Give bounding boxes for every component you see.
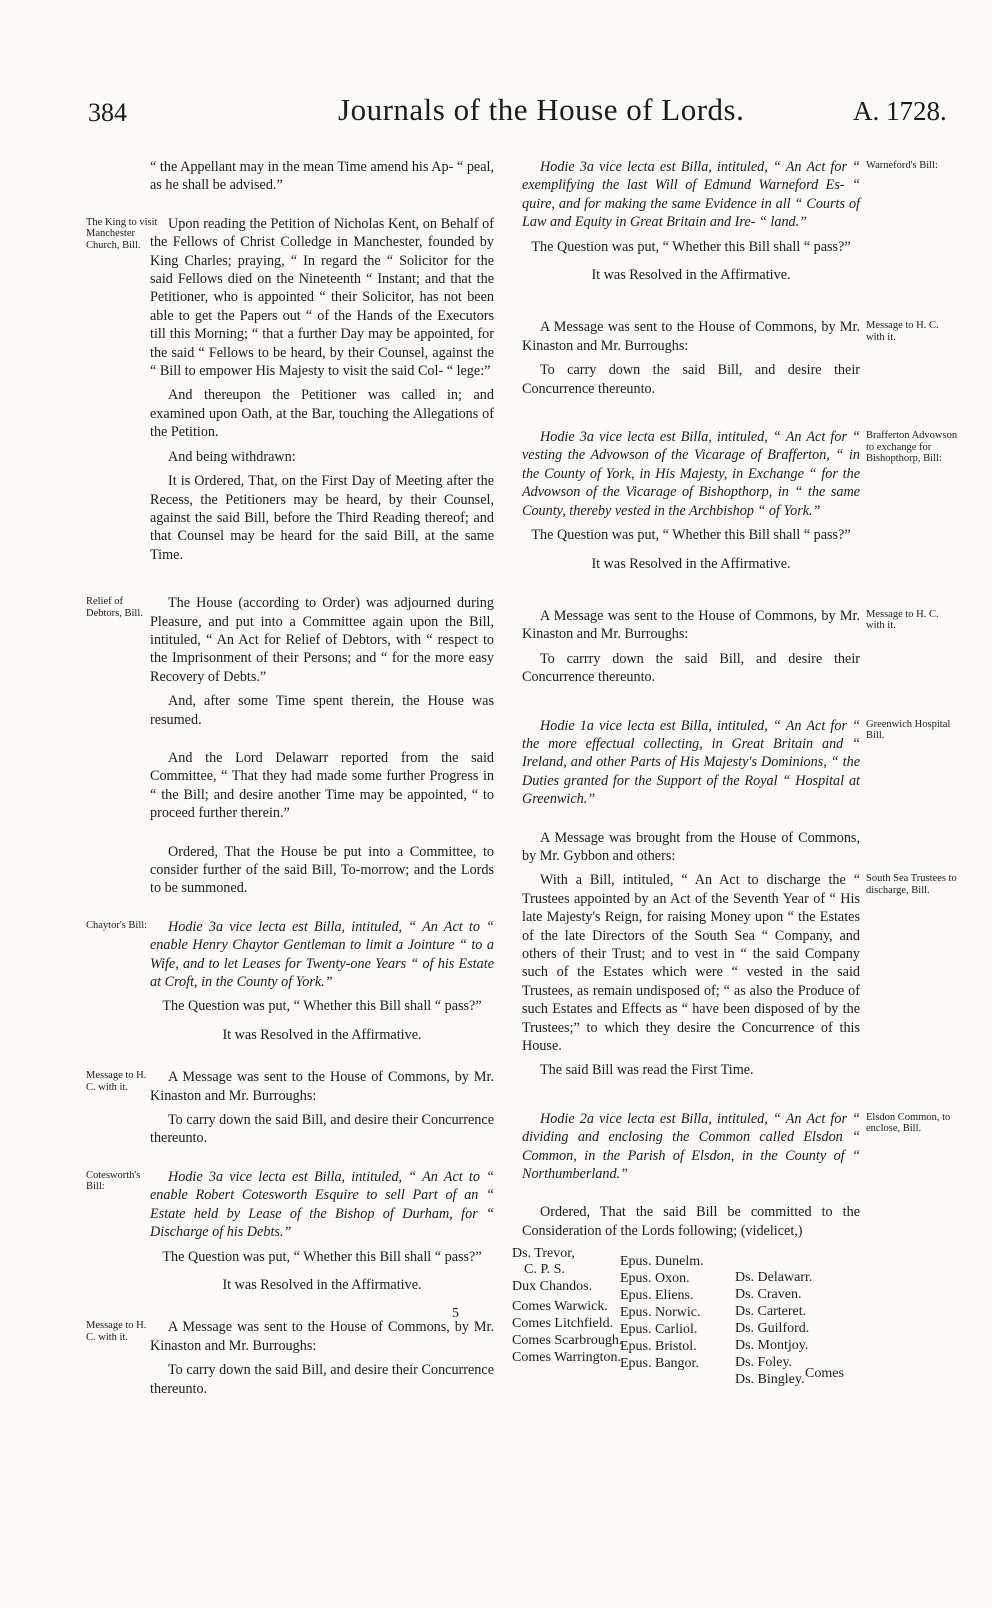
entry: Message to H. C. with it. A Message was sent to the House of Commons, by Mr. Kinaston and Mr. Burroughs: bbox=[522, 607, 860, 644]
lord-name: Ds. Foley. bbox=[735, 1355, 793, 1371]
entry: The Question was put, “ Whether this Bill shall “ pass?” bbox=[531, 527, 851, 544]
lord-name: Ds. Delawarr. bbox=[735, 1270, 813, 1286]
catchword: Comes bbox=[805, 1366, 844, 1382]
entry: Cotesworth's Bill: Hodie 3a vice lecta est Billa, intituled, “ An Act to “ enable Robert Cotesworth Esquire to sell Part of an “ Estate held by Lease of the Bishop of Durham, for “ Discharge of his Debts.” bbox=[86, 1168, 494, 1241]
entry: To carry down the said Bill, and desire their Concurrence thereunto. bbox=[522, 362, 860, 397]
entry: Brafferton Advowson to exchange for Bishopthorp, Bill: Hodie 3a vice lecta est Billa, intituled, “ An Act for “ vesting the Advowson of the Vicarage of Brafferton, “ in the County of York, in His Majesty, in Exchange “ for the Advowson of the Vicarage of Bishopthorp, in “ the same County, thereby vested in the Archbishop “ of York.” bbox=[522, 429, 958, 519]
page-year: A. 1728. bbox=[853, 96, 947, 126]
lord-name: Comes Scarbrough. bbox=[512, 1333, 623, 1349]
lord-name: Epus. Oxon. bbox=[620, 1271, 690, 1287]
entry: The said Bill was read the First Time. bbox=[540, 1062, 754, 1079]
margin-note: Message to H. C. with it. bbox=[866, 320, 939, 343]
lord-name: Dux Chandos. bbox=[512, 1279, 593, 1295]
margin-note: Message to H. C. with it. bbox=[866, 608, 939, 632]
lord-name: Ds. Bingley. bbox=[735, 1372, 805, 1388]
entry: Relief of Debtors, Bill. The House (according to Order) was adjourned during Pleasure, and put into a Committee again upon the Bill, intituled, “ An Act for Relief of Debtors, with “ respect to the Imprisonment of their Persons; and “ for the more easy Recovery of Debts.” bbox=[86, 595, 494, 685]
page-header bbox=[0, 92, 992, 138]
margin-note: Brafferton Advowson to exchange for Bishopthorp, Bill: bbox=[866, 430, 958, 465]
margin-note: Message to H. C. with it. bbox=[86, 1320, 147, 1343]
entry: Message to H. C. with it. A Message was sent to the House of Commons, by Mr. Kinaston and Mr. Burroughs: bbox=[86, 1319, 494, 1354]
entry: To carry down the said Bill, and desire their Concurrence thereunto. bbox=[150, 1112, 494, 1147]
margin-note: Cotesworth's Bill: bbox=[86, 1169, 141, 1193]
lord-name: Ds. Guilford. bbox=[735, 1321, 810, 1337]
lord-name: Ds. Craven. bbox=[735, 1287, 802, 1303]
margin-note: Relief of Debtors, Bill. bbox=[86, 596, 143, 619]
left-column bbox=[86, 158, 494, 1404]
entry: And the Lord Delawarr reported from the said Committee, “ That they had made some further Progress in “ the Bill; and desire another Time may be appointed, “ to proceed further therein.” bbox=[150, 749, 494, 822]
signature-mark: 5 bbox=[452, 1306, 459, 1321]
entry: And being withdrawn: bbox=[168, 448, 296, 465]
entry: And, after some Time spent therein, the House was resumed. bbox=[150, 693, 494, 728]
entry: To carry down the said Bill, and desire their Concurrence thereunto. bbox=[150, 1362, 494, 1397]
lord-name: Ds. Carteret. bbox=[735, 1304, 807, 1320]
lord-name: Comes Litchfield. bbox=[512, 1316, 614, 1332]
lord-name: Ds. Montjoy. bbox=[735, 1338, 809, 1354]
lord-name: C. P. S. bbox=[524, 1262, 565, 1278]
entry: Message to H. C. with it. A Message was sent to the House of Commons, by Mr. Kinaston and Mr. Burroughs: bbox=[522, 318, 860, 355]
entry: The King to visit Manchester Church, Bill. Upon reading the Petition of Nicholas Kent, on Behalf of the Fellows of Christ Colledge in Manchester, founded by King Charles; praying, “ In regard the “ Solicitor for the said Fellows died on the Nineteenth “ Instant; and that the Petitioner, who is appointed “ their Solicitor, has not been able to get the Papers out “ of the Hands of the Executors till this Morning; “ that a further Day may be appointed, for the said “ Fellows to be heard, by their Counsel, against the “ Bill to empower His Majesty to visit the said Col- “ lege:” bbox=[86, 215, 494, 380]
margin-note: Elsdon Common, to enclose, Bill. bbox=[866, 1111, 951, 1135]
margin-note: South Sea Trustees to discharge, Bill. bbox=[866, 873, 957, 896]
lord-name: Comes Warwick. bbox=[512, 1299, 608, 1315]
lord-name: Epus. Norwic. bbox=[620, 1305, 701, 1321]
entry: It was Resolved in the Affirmative. bbox=[591, 267, 791, 284]
lord-name: Epus. Carliol. bbox=[620, 1322, 698, 1338]
entry: It was Resolved in the Affirmative. bbox=[222, 1026, 422, 1043]
entry: Warneford's Bill: Hodie 3a vice lecta est Billa, intituled, “ An Act for “ exemplifying the last Will of Edmund Warneford Es- “ quire, and for making the same Evidence in all “ Courts of Law and Equity in Great Britain and Ire- “ land.” bbox=[522, 158, 860, 232]
page-number: 384 bbox=[88, 98, 127, 127]
page-title: Journals of the House of Lords. bbox=[338, 92, 745, 127]
margin-note: Chaytor's Bill: bbox=[86, 919, 148, 931]
entry: And thereupon the Petitioner was called in; and examined upon Oath, at the Bar, touching the Allegations of the Petition. bbox=[150, 387, 494, 441]
entry: The Question was put, “ Whether this Bill shall “ pass?” bbox=[162, 998, 482, 1015]
margin-note: Message to H. C. with it. bbox=[86, 1070, 147, 1093]
entry: Ordered, That the House be put into a Committee, to consider further of the said Bill, To-morrow; and the Lords to be summoned. bbox=[150, 843, 494, 897]
entry: A Message was brought from the House of Commons, by Mr. Gybbon and others: bbox=[522, 829, 860, 864]
margin-note: Warneford's Bill: bbox=[866, 160, 938, 171]
margin-note: The King to visit Manchester Church, Bill. bbox=[86, 216, 158, 251]
lord-name: Ds. Trevor, bbox=[512, 1246, 575, 1262]
entry: Greenwich Hospital Bill. Hodie 1a vice lecta est Billa, intituled, “ An Act for “ the more effectual collecting, in Great Britain and “ Ireland, and other Parts of His Majesty's Dominions, “ the Duties granted for the Support of the Royal “ Hospital at Greenwich.” bbox=[522, 717, 860, 809]
lord-name: Epus. Bristol. bbox=[620, 1339, 697, 1355]
lord-name: Epus. Dunelm. bbox=[620, 1254, 704, 1270]
entry: “ the Appellant may in the mean Time amend his Ap- “ peal, as he shall be advised.” bbox=[150, 159, 494, 194]
lord-name: Comes Warrington. bbox=[512, 1350, 622, 1366]
entry: The Question was put, “ Whether this Bill shall “ pass?” bbox=[531, 238, 851, 255]
lord-name: Epus. Bangor. bbox=[620, 1356, 699, 1372]
entry: It was Resolved in the Affirmative. bbox=[591, 555, 791, 572]
entry: To carrry down the said Bill, and desire their Concurrence thereunto. bbox=[522, 650, 860, 686]
entry: It is Ordered, That, on the First Day of Meeting after the Recess, the Petitioners may be heard, by their Counsel, against the said Bill, before the Third Reading thereof; and that Counsel may be heard for the said Bill, at the same Time. bbox=[150, 473, 494, 563]
entry: The Question was put, “ Whether this Bill shall “ pass?” bbox=[162, 1248, 482, 1265]
right-column bbox=[512, 158, 958, 1388]
entry: It was Resolved in the Affirmative. bbox=[222, 1276, 422, 1293]
margin-note: Greenwich Hospital Bill. bbox=[866, 718, 951, 742]
entry: Message to H. C. with it. A Message was sent to the House of Commons, by Mr. Kinaston and Mr. Burroughs: bbox=[86, 1069, 494, 1104]
entry: Chaytor's Bill: Hodie 3a vice lecta est Billa, intituled, “ An Act to “ enable Henry Chaytor Gentleman to limit a Jointure “ to a Wife, and to let Leases for Twenty-one Years “ of his Estate at Croft, in the County of York.” bbox=[86, 918, 494, 991]
entry: South Sea Trustees to discharge, Bill. With a Bill, intituled, “ An Act to discharge the “ Trustees appointed by an Act of the Seventh Year of “ His late Majesty's Reign, for raising Money upon “ the Estates of the late Directors of the South Sea “ Company, and others of their Trust; and to vest in “ the said Company such of the Estates which were “ vested in the said Trustees, as remain undisposed of; “ as also the Produce of such Estates and Effects as “ have been disposed of by the Trustees;” to which they desire the Concurrence of this House. bbox=[522, 872, 957, 1055]
entry: Elsdon Common, to enclose, Bill. Hodie 2a vice lecta est Billa, intituled, “ An Act for “ dividing and enclosing the Common called Elsdon “ Common, in the Parish of Elsdon, in the County of “ Northumberland.” bbox=[522, 1110, 860, 1184]
lord-name: Epus. Eliens. bbox=[620, 1288, 694, 1304]
committee-lords-list bbox=[512, 1246, 860, 1388]
entry: Ordered, That the said Bill be committed to the Consideration of the Lords following; (videlicet,) bbox=[522, 1204, 860, 1239]
